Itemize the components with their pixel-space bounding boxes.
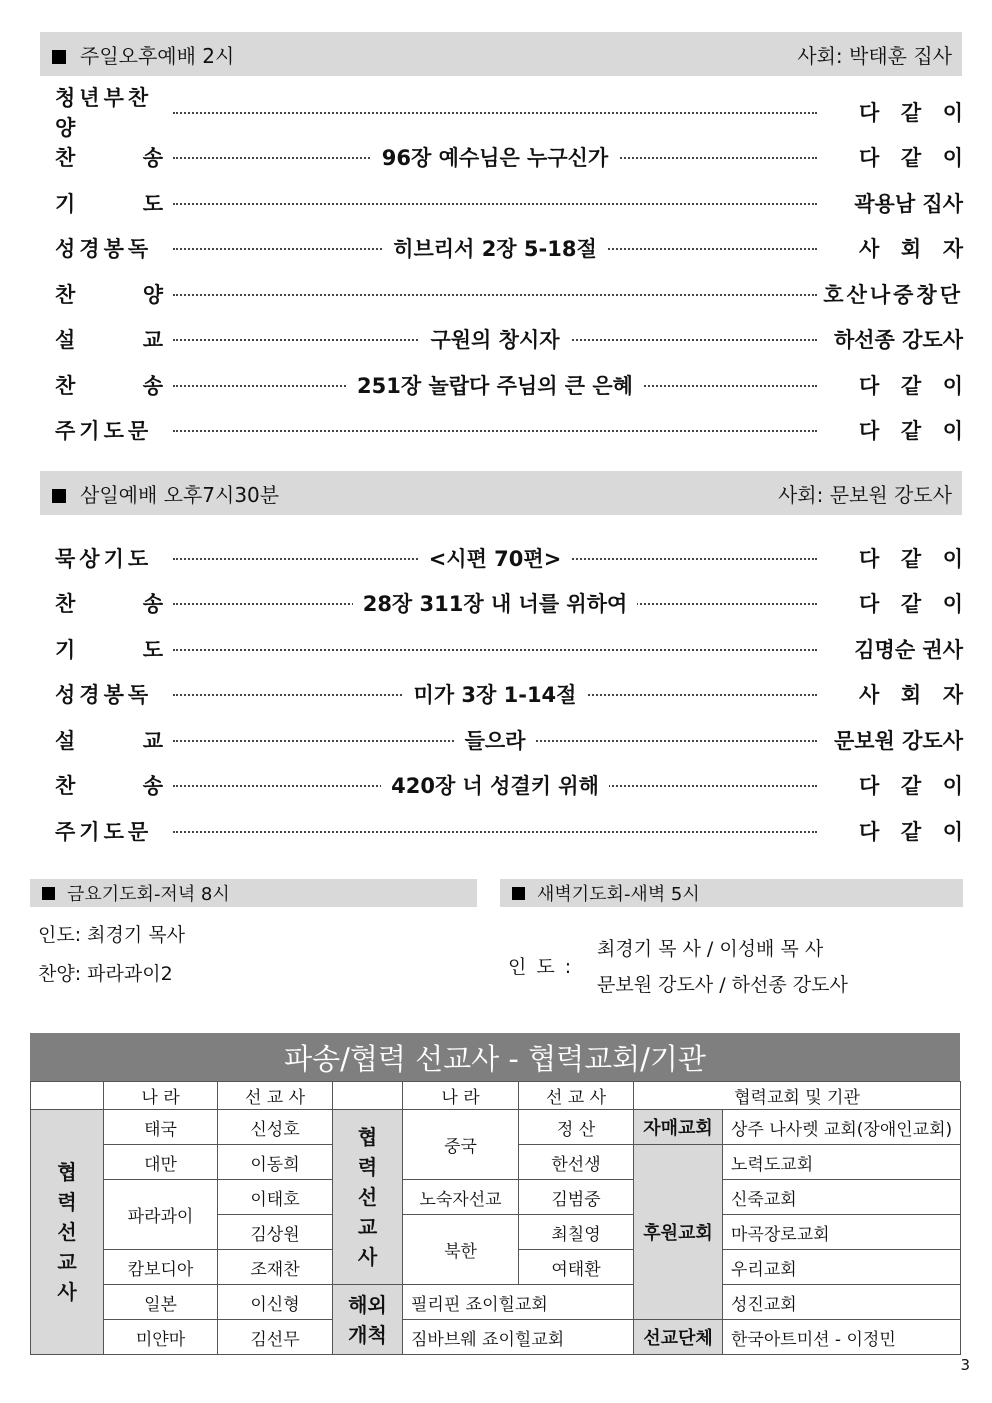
order-row	[55, 535, 963, 581]
mission-org-label: 선교단체	[634, 1320, 723, 1355]
friday-praise: 찬양: 파라과이2	[38, 963, 173, 985]
header-country: 나 라	[104, 1082, 218, 1110]
dawn-prayer-header	[500, 879, 963, 907]
missionary-cell: 이태호	[218, 1180, 333, 1215]
order-person: 다 같 이	[859, 819, 963, 844]
missions-title: 파송/협력 선교사 - 협력교회/기관	[30, 1033, 960, 1081]
order-detail: <시편 70편>	[419, 543, 572, 573]
order-row	[55, 362, 963, 408]
sister-church: 상주 나사렛 교회(장애인교회)	[723, 1110, 961, 1145]
support-church: 신죽교회	[723, 1180, 961, 1215]
missionary-cell: 최칠영	[519, 1215, 634, 1250]
missionary-cell: 여태환	[519, 1250, 634, 1285]
order-person: 다 같 이	[859, 373, 963, 398]
friday-prayer-header	[30, 879, 477, 907]
header-missionary-2: 선 교 사	[519, 1082, 634, 1110]
mission-org: 한국아트미션 - 이정민	[723, 1320, 961, 1355]
order-row	[55, 180, 963, 226]
country-cell-homeless: 노숙자선교	[403, 1180, 519, 1215]
order-detail: 28장 311장 내 너를 위하여	[353, 588, 638, 618]
order-detail: 420장 너 성결키 위해	[381, 770, 609, 800]
order-detail: 구원의 창시자	[420, 324, 569, 354]
missionary-cell: 김선무	[218, 1320, 333, 1355]
order-row	[55, 581, 963, 627]
dotted-leader	[173, 236, 817, 260]
order-detail: 히브리서 2장 5-18절	[383, 233, 607, 263]
order-label: 찬 양	[55, 282, 163, 307]
order-label: 찬 송	[55, 373, 163, 398]
order-person: 다 같 이	[859, 419, 963, 444]
order-label: 묵상기도	[55, 546, 153, 571]
order-row	[55, 408, 963, 454]
overseas-church: 짐바브웨 죠이힐교회	[403, 1320, 634, 1355]
order-row	[55, 85, 963, 140]
country-cell: 일본	[104, 1285, 218, 1320]
dotted-leader	[173, 191, 817, 215]
order-label: 설 교	[55, 728, 163, 753]
order-label: 기 도	[55, 637, 163, 662]
missions-table	[30, 1081, 961, 1355]
header-missionary: 선 교 사	[218, 1082, 333, 1110]
dotted-leader	[173, 418, 817, 442]
order-person: 다 같 이	[859, 774, 963, 799]
square-bullet-icon	[42, 887, 55, 900]
dotted-leader	[173, 819, 817, 843]
order-label: 주기도문	[55, 819, 153, 844]
order-label: 설 교	[55, 328, 163, 353]
dotted-leader	[173, 327, 817, 351]
order-label: 성경봉독	[55, 683, 153, 708]
order-row	[55, 763, 963, 809]
country-cell: 태국	[104, 1110, 218, 1145]
page-number: 3	[960, 1356, 970, 1374]
header-country-2: 나 라	[403, 1082, 519, 1110]
country-cell-north-korea: 북한	[403, 1215, 519, 1285]
support-church: 우리교회	[723, 1250, 961, 1285]
dotted-leader	[173, 728, 817, 752]
order-person: 다 같 이	[859, 546, 963, 571]
support-church: 마곡장로교회	[723, 1215, 961, 1250]
sunday-service-host: 사회: 박태훈 집사	[797, 43, 952, 68]
header-blank	[333, 1082, 403, 1110]
missionary-cell: 신성호	[218, 1110, 333, 1145]
dotted-leader	[173, 145, 817, 169]
country-cell-paraguay: 파라과이	[104, 1180, 218, 1250]
order-person: 다 같 이	[859, 592, 963, 617]
order-row	[55, 626, 963, 672]
order-person: 김명순 권사	[854, 637, 963, 662]
order-label: 청년부찬양	[55, 85, 153, 140]
order-detail: 미가 3장 1-14절	[404, 679, 587, 709]
dotted-leader	[173, 546, 817, 570]
wednesday-service-title: 삼일예배 오후7시30분	[80, 482, 280, 507]
order-row	[55, 226, 963, 272]
order-person: 곽용남 집사	[854, 191, 963, 216]
header-churches: 협력교회 및 기관	[634, 1082, 961, 1110]
square-bullet-icon	[52, 50, 66, 64]
order-label: 찬 송	[55, 592, 163, 617]
country-cell-china: 중국	[403, 1110, 519, 1180]
header-blank	[31, 1082, 104, 1110]
wednesday-service-header	[40, 471, 962, 515]
missionary-cell: 조재찬	[218, 1250, 333, 1285]
missionary-cell: 김상원	[218, 1215, 333, 1250]
order-label: 주기도문	[55, 419, 153, 444]
order-person: 사 회 자	[859, 237, 963, 262]
wednesday-order-list	[55, 535, 963, 854]
missionary-cell: 정 산	[519, 1110, 634, 1145]
dotted-leader	[173, 682, 817, 706]
order-person: 호산나중창단	[823, 282, 963, 307]
overseas-pioneer-label: 해외 개척	[333, 1285, 403, 1355]
sister-church-label: 자매교회	[634, 1110, 723, 1145]
order-person: 다 같 이	[859, 100, 963, 125]
order-row	[55, 808, 963, 854]
dotted-leader	[173, 773, 817, 797]
dotted-leader	[173, 637, 817, 661]
missionary-cell: 김범중	[519, 1180, 634, 1215]
wednesday-service-host: 사회: 문보원 강도사	[777, 482, 952, 507]
friday-leader: 인도: 최경기 목사	[38, 924, 185, 946]
order-detail: 251장 놀랍다 주님의 큰 은혜	[347, 370, 643, 400]
cooperating-missionaries-label-2: 협 력 선 교 사	[333, 1110, 403, 1285]
order-row	[55, 271, 963, 317]
dotted-leader	[173, 591, 817, 615]
country-cell: 미얀마	[104, 1320, 218, 1355]
order-row	[55, 717, 963, 763]
sunday-service-title: 주일오후예배 2시	[80, 43, 235, 68]
support-church-label: 후원교회	[634, 1145, 723, 1320]
missionary-cell: 한선생	[519, 1145, 634, 1180]
order-person: 하선종 강도사	[833, 328, 963, 353]
order-detail: 96장 예수님은 누구신가	[372, 142, 618, 172]
square-bullet-icon	[512, 887, 525, 900]
missionary-cell: 이동희	[218, 1145, 333, 1180]
order-label: 찬 송	[55, 774, 163, 799]
dawn-prayer-title: 새벽기도회-새벽 5시	[537, 884, 700, 905]
support-church: 성진교회	[723, 1285, 961, 1320]
country-cell: 대만	[104, 1145, 218, 1180]
support-church: 노력도교회	[723, 1145, 961, 1180]
dotted-leader	[173, 100, 817, 124]
country-cell: 캄보디아	[104, 1250, 218, 1285]
dawn-leaders-line2: 문보원 강도사 / 하선종 강도사	[597, 974, 848, 996]
order-label: 기 도	[55, 191, 163, 216]
order-label: 성경봉독	[55, 237, 153, 262]
sunday-order-list	[55, 85, 963, 453]
order-person: 문보원 강도사	[833, 728, 963, 753]
friday-prayer-title: 금요기도회-저녁 8시	[67, 884, 230, 905]
sunday-service-header	[40, 32, 962, 76]
order-row	[55, 135, 963, 181]
order-row	[55, 317, 963, 363]
missionary-cell: 이신형	[218, 1285, 333, 1320]
dotted-leader	[173, 282, 817, 306]
order-person: 다 같 이	[859, 146, 963, 171]
order-detail: 들으라	[455, 725, 536, 755]
square-bullet-icon	[52, 489, 66, 503]
dawn-leaders-line1: 최경기 목 사 / 이성배 목 사	[597, 938, 824, 960]
overseas-church: 필리핀 죠이힐교회	[403, 1285, 634, 1320]
order-label: 찬 송	[55, 146, 163, 171]
order-row	[55, 672, 963, 718]
dawn-leader-label: 인 도 :	[508, 956, 574, 978]
order-person: 사 회 자	[859, 683, 963, 708]
dotted-leader	[173, 373, 817, 397]
cooperating-missionaries-label: 협 력 선 교 사	[31, 1110, 104, 1355]
